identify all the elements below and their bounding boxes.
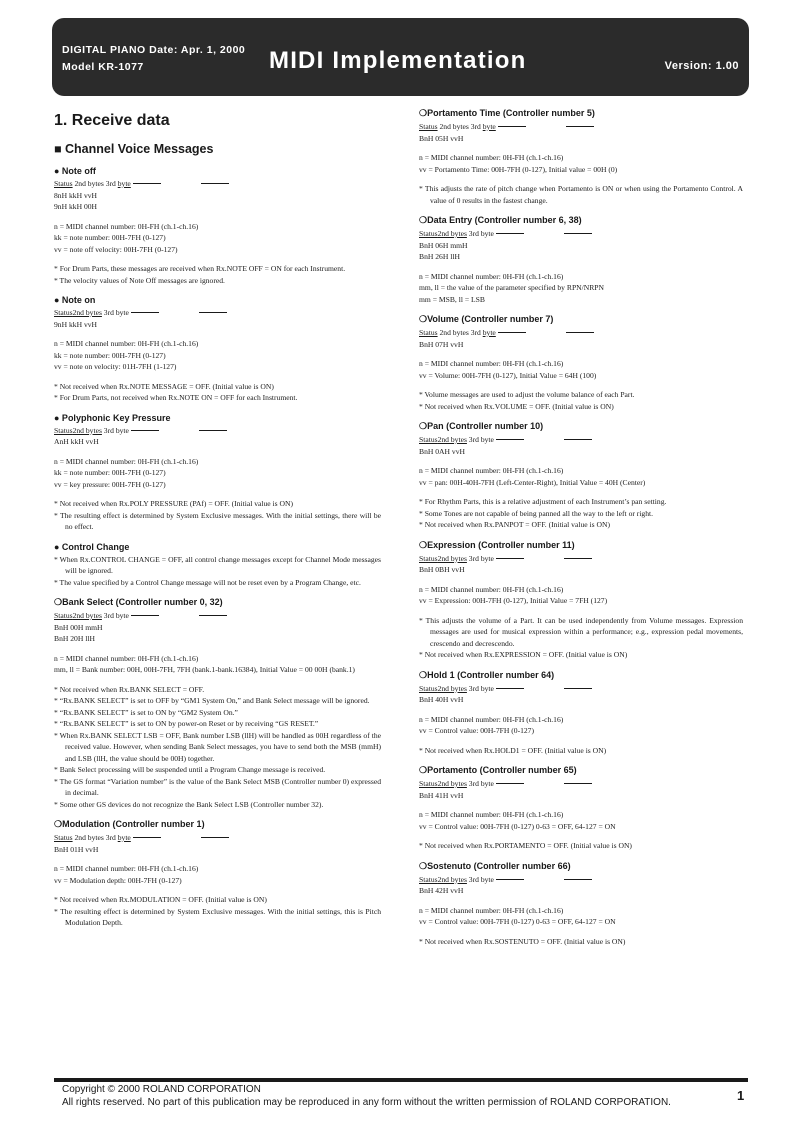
note-line: * Some Tones are not capable of being panned all the way to the left or right. — [419, 508, 654, 518]
header-product-date: DIGITAL PIANO Date: Apr. 1, 2000 — [62, 44, 246, 56]
status-rule — [566, 331, 594, 333]
status-rule — [496, 782, 524, 784]
note-line: * “Rx.BANK SELECT” is set to ON by “GM2 System On.” — [54, 707, 238, 717]
note-line: * This adjusts the volume of a Part. It can be used independently from Volume messages. Expression messages are used for musical expression within a performance; e.g., expression pedal movements, crescendo and decrescendo. — [419, 615, 743, 648]
status-rule — [498, 125, 526, 127]
note-line: * Not received when Rx.HOLD1 = OFF. (Initial value is ON) — [419, 745, 607, 755]
note-line: * “Rx.BANK SELECT” is set to OFF by “GM1 System On,” and Bank Select message will be ignored. — [54, 696, 370, 705]
status-header-row — [419, 228, 743, 240]
spacer — [419, 488, 743, 496]
section-volume — [419, 314, 743, 412]
note-line: * Not received when Rx.VOLUME = OFF. (Initial value is ON) — [419, 401, 614, 411]
message-bytes: BnH 20H llH — [54, 634, 95, 643]
status-label: Status — [54, 425, 73, 435]
message-bytes: BnH 41H vvH — [419, 790, 464, 800]
spacer — [54, 645, 381, 653]
section-note-off — [54, 166, 381, 286]
message-bytes: 8nH kkH vvH — [54, 190, 98, 200]
page-title: MIDI Implementation — [269, 47, 527, 74]
left-column — [54, 108, 381, 938]
status-byte-label: 3rd byte — [466, 683, 494, 693]
parameter-line: n = MIDI channel number: 0H-FH (ch.1-ch.16) — [419, 153, 564, 162]
parameter-line: n = MIDI channel number: 0H-FH (ch.1-ch.16) — [419, 359, 564, 368]
message-bytes: BnH 26H llH — [419, 252, 460, 261]
section-title: ❍Sostenuto (Controller number 66) — [419, 860, 571, 871]
spacer — [54, 855, 381, 863]
status-rule — [498, 331, 526, 333]
status-byte-label: 3rd byte — [466, 553, 494, 563]
status-header-row — [54, 425, 381, 437]
parameter-line: vv = Control value: 00H-7FH (0-127) — [419, 726, 535, 735]
note-line: * Volume messages are used to adjust the volume balance of each Part. — [419, 390, 635, 399]
spacer — [54, 330, 381, 338]
section-heading-receive-data: 1. Receive data — [54, 112, 170, 129]
status-rule — [496, 557, 524, 559]
message-bytes: 9nH kkH 00H — [54, 202, 98, 211]
status-rule — [199, 614, 227, 616]
note-line: * Not received when Rx.PANPOT = OFF. (Initial value is ON) — [419, 520, 610, 529]
note-line: * The value specified by a Control Change message will not be reset even by a Program Change, etc. — [54, 577, 361, 587]
section-title: ● Control Change — [54, 541, 130, 552]
parameter-line: n = MIDI channel number: 0H-FH (ch.1-ch.16) — [54, 653, 199, 663]
message-bytes: BnH 01H vvH — [54, 844, 99, 854]
status-byte-label: 3rd byte — [466, 435, 494, 444]
section-portamento — [419, 765, 743, 852]
status-label: Status — [54, 308, 73, 317]
section-title: ❍Data Entry (Controller number 6, 38) — [419, 215, 582, 225]
status-bytes-label: 2nd bytes — [437, 229, 467, 238]
parameter-line: vv = note on velocity: 01H-7FH (1-127) — [54, 362, 177, 371]
header-version: Version: 1.00 — [664, 60, 739, 72]
status-rule — [566, 125, 594, 127]
section-title: ❍Pan (Controller number 10) — [419, 421, 544, 431]
status-rule — [133, 836, 161, 838]
spacer — [419, 263, 743, 271]
status-rule — [564, 438, 592, 440]
section-pan — [419, 421, 743, 531]
status-bytes-label: 2nd bytes — [72, 308, 102, 317]
status-label: Status — [54, 833, 73, 842]
status-bytes-label: 2nd bytes 3rd — [437, 328, 483, 337]
status-rule — [496, 687, 524, 689]
footer-rights: All rights reserved. No part of this publication may be reproduced in any form without the written permission of ROLAND CORPORATION. — [62, 1097, 671, 1108]
message-bytes: BnH 00H mmH — [54, 622, 103, 632]
section-poly-key-pressure — [54, 413, 381, 533]
note-line: * Not received when Rx.PORTAMENTO = OFF. (Initial value is ON) — [419, 841, 632, 850]
status-label: Status — [419, 229, 438, 238]
section-title: ❍Modulation (Controller number 1) — [54, 819, 205, 829]
status-bytes-label: 2nd bytes — [72, 611, 102, 620]
status-rule — [199, 429, 227, 431]
spacer — [54, 213, 381, 221]
spacer — [419, 706, 743, 714]
parameter-line: vv = Control value: 00H-7FH (0-127) 0-63 = OFF, 64-127 = ON — [419, 821, 616, 831]
status-label: Status — [419, 435, 438, 444]
status-label: Status — [54, 179, 73, 188]
spacer — [54, 490, 381, 498]
status-byte-label: 3rd byte — [466, 779, 494, 788]
parameter-line: vv = Modulation depth: 00H-7FH (0-127) — [54, 875, 182, 885]
parameter-line: vv = Portamento Time: 00H-7FH (0-127), Initial value = 00H (0) — [419, 164, 618, 174]
page-header — [52, 18, 749, 96]
status-rule — [496, 232, 524, 234]
note-line: * Not received when Rx.MODULATION = OFF. (Initial value is ON) — [54, 895, 267, 904]
status-bytes-label: 2nd bytes 3rd — [72, 833, 118, 842]
section-modulation — [54, 819, 381, 929]
status-byte-label: 3rd byte — [466, 229, 494, 238]
note-line: * The resulting effect is determined by System Exclusive messages. With the initial settings, there will be no effect. — [54, 510, 381, 531]
parameter-line: n = MIDI channel number: 0H-FH (ch.1-ch.16) — [54, 456, 199, 466]
parameter-line: mm, ll = the value of the parameter specified by RPN/NRPN — [419, 283, 605, 292]
note-line: * For Drum Parts, these messages are received when Rx.NOTE OFF = ON for each Instrument. — [54, 264, 346, 273]
note-line: * Not received when Rx.NOTE MESSAGE = OFF. (Initial value is ON) — [54, 381, 274, 391]
parameter-line: vv = Expression: 00H-7FH (0-127), Initial Value = 7FH (127) — [419, 596, 608, 605]
status-bytes-label: 2nd bytes — [437, 874, 467, 884]
message-bytes: BnH 06H mmH — [419, 240, 468, 250]
note-line: * For Drum Parts, not received when Rx.NOTE ON = OFF for each Instrument. — [54, 393, 298, 402]
section-sostenuto — [419, 861, 743, 948]
spacer — [419, 457, 743, 465]
status-rule — [133, 182, 161, 184]
section-title: ❍Portamento Time (Controller number 5) — [419, 108, 595, 118]
status-bytes-label: 2nd bytes — [72, 425, 102, 435]
status-byte-label: byte — [117, 833, 131, 842]
parameter-line: kk = note number: 00H-7FH (0-127) — [54, 350, 166, 360]
status-label: Status — [419, 122, 438, 131]
note-line: * The resulting effect is determined by System Exclusive messages. With the initial settings, this is Pitch Modulation Depth. — [54, 906, 381, 927]
status-rule — [131, 429, 159, 431]
note-line: * “Rx.BANK SELECT” is set to ON by power-on Reset or by receiving “GS RESET.” — [54, 719, 319, 728]
status-label: Status — [419, 553, 438, 563]
message-bytes: BnH 05H vvH — [419, 133, 464, 143]
section-control-change — [54, 542, 381, 589]
spacer — [419, 175, 743, 183]
status-header-row — [54, 832, 381, 844]
message-bytes: BnH 0BH vvH — [419, 565, 465, 574]
message-bytes: BnH 40H vvH — [419, 695, 464, 704]
parameter-line: vv = Volume: 00H-7FH (0-127), Initial Value = 64H (100) — [419, 370, 597, 380]
section-note-on — [54, 295, 381, 404]
spacer — [54, 448, 381, 456]
status-header-row — [54, 307, 381, 319]
parameter-line: n = MIDI channel number: 0H-FH (ch.1-ch.16) — [54, 221, 199, 231]
parameter-line: n = MIDI channel number: 0H-FH (ch.1-ch.16) — [419, 584, 564, 594]
note-line: * This adjusts the rate of pitch change when Portamento is ON or when using the Portamento Control. A value of 0 results in the fastest change. — [419, 184, 743, 205]
parameter-line: n = MIDI channel number: 0H-FH (ch.1-ch.16) — [419, 905, 564, 915]
status-rule — [564, 687, 592, 689]
spacer — [419, 737, 743, 745]
section-title: ❍Expression (Controller number 11) — [419, 539, 575, 550]
status-byte-label: byte — [482, 122, 496, 131]
parameter-line: vv = note off velocity: 00H-7FH (0-127) — [54, 244, 178, 254]
status-header-row — [54, 610, 381, 622]
status-bytes-label: 2nd bytes — [437, 779, 467, 788]
note-line: * When Rx.CONTROL CHANGE = OFF, all control change messages except for Channel Mode messages will be ignored. — [54, 554, 381, 575]
parameter-line: n = MIDI channel number: 0H-FH (ch.1-ch.16) — [54, 864, 199, 873]
parameter-line: vv = key pressure: 00H-7FH (0-127) — [54, 479, 166, 489]
spacer — [54, 886, 381, 894]
section-title: ● Note on — [54, 295, 96, 305]
spacer — [419, 928, 743, 936]
subsection-heading-channel-voice: ■ Channel Voice Messages — [54, 142, 214, 156]
spacer — [54, 676, 381, 684]
status-bytes-label: 2nd bytes 3rd — [437, 122, 483, 131]
status-rule — [131, 614, 159, 616]
footer-rule — [54, 1078, 748, 1082]
section-title: ❍Bank Select (Controller number 0, 32) — [54, 597, 223, 607]
section-expression — [419, 540, 743, 661]
status-byte-label: 3rd byte — [101, 611, 129, 620]
status-label: Status — [419, 328, 438, 337]
status-header-row — [419, 121, 743, 133]
section-title: ❍Volume (Controller number 7) — [419, 314, 554, 324]
section-title: ● Note off — [54, 166, 96, 176]
header-meta — [62, 42, 245, 76]
parameter-line: n = MIDI channel number: 0H-FH (ch.1-ch.16) — [419, 810, 564, 819]
spacer — [419, 576, 743, 584]
note-line: * Not received when Rx.EXPRESSION = OFF. (Initial value is ON) — [419, 650, 628, 659]
note-line: * The velocity values of Note Off messages are ignored. — [54, 275, 225, 285]
note-line: * Not received when Rx.BANK SELECT = OFF. — [54, 684, 205, 694]
message-bytes: BnH 42H vvH — [419, 886, 464, 895]
note-line: * For Rhythm Parts, this is a relative adjustment of each Instrument’s pan setting. — [419, 497, 667, 506]
parameter-line: mm, ll = Bank number: 00H, 00H-7FH, 7FH (bank.1-bank.16384), Initial Value = 00 00H (bank.1) — [54, 665, 355, 674]
status-rule — [496, 878, 524, 880]
status-header-row — [419, 327, 743, 339]
spacer — [419, 801, 743, 809]
spacer — [54, 255, 381, 263]
status-byte-label: 3rd byte — [101, 425, 129, 435]
spacer — [419, 832, 743, 840]
parameter-line: n = MIDI channel number: 0H-FH (ch.1-ch.16) — [419, 714, 564, 724]
message-bytes: 9nH kkH vvH — [54, 319, 98, 329]
status-header-row — [419, 874, 743, 886]
header-model: Model KR-1077 — [62, 61, 144, 73]
section-portamento-time — [419, 108, 743, 206]
message-bytes: BnH 07H vvH — [419, 339, 464, 349]
parameter-line: kk = note number: 00H-7FH (0-127) — [54, 233, 166, 242]
spacer — [419, 144, 743, 152]
parameter-line: mm = MSB, ll = LSB — [419, 294, 485, 304]
section-title: ❍Hold 1 (Controller number 64) — [419, 669, 555, 680]
section-title: ● Polyphonic Key Pressure — [54, 412, 171, 423]
message-bytes: BnH 0AH vvH — [419, 446, 465, 456]
status-rule — [564, 557, 592, 559]
spacer — [419, 607, 743, 615]
parameter-line: vv = Control value: 00H-7FH (0-127) 0-63 = OFF, 64-127 = ON — [419, 917, 616, 926]
section-hold-1 — [419, 670, 743, 757]
status-rule — [199, 311, 227, 313]
status-bytes-label: 2nd bytes — [437, 553, 467, 563]
parameter-line: n = MIDI channel number: 0H-FH (ch.1-ch.16) — [419, 271, 564, 281]
spacer — [419, 350, 743, 358]
status-rule — [564, 232, 592, 234]
status-rule — [496, 438, 524, 440]
note-line: * The GS format “Variation number” is the value of the Bank Select MSB (Controller number 0) expressed in decimal. — [54, 776, 381, 797]
status-rule — [564, 782, 592, 784]
status-byte-label: byte — [117, 179, 131, 188]
status-rule — [201, 836, 229, 838]
section-data-entry — [419, 215, 743, 305]
status-rule — [131, 311, 159, 313]
right-column — [419, 108, 743, 956]
status-bytes-label: 2nd bytes 3rd — [72, 179, 118, 188]
status-rule — [564, 878, 592, 880]
section-title: ❍Portamento (Controller number 65) — [419, 765, 577, 775]
page-number: 1 — [737, 1088, 745, 1103]
status-label: Status — [419, 683, 438, 693]
spacer — [54, 373, 381, 381]
status-bytes-label: 2nd bytes — [437, 435, 467, 444]
status-header-row — [419, 553, 743, 565]
status-byte-label: 3rd byte — [101, 308, 129, 317]
spacer — [419, 381, 743, 389]
status-header-row — [419, 434, 743, 446]
status-header-row — [54, 178, 381, 190]
status-label: Status — [54, 611, 73, 620]
status-header-row — [419, 778, 743, 790]
status-label: Status — [419, 874, 438, 884]
parameter-line: vv = pan: 00H-40H-7FH (Left-Center-Right), Initial Value = 40H (Center) — [419, 477, 646, 487]
status-byte-label: 3rd byte — [466, 874, 494, 884]
note-line: * Not received when Rx.POLY PRESSURE (PAf) = OFF. (Initial value is ON) — [54, 499, 294, 508]
parameter-line: n = MIDI channel number: 0H-FH (ch.1-ch.16) — [419, 466, 564, 475]
message-bytes: AnH kkH vvH — [54, 437, 99, 446]
note-line: * Some other GS devices do not recognize the Bank Select LSB (Controller number 32). — [54, 799, 324, 809]
spacer — [419, 897, 743, 905]
parameter-line: n = MIDI channel number: 0H-FH (ch.1-ch.16) — [54, 339, 199, 348]
parameter-line: kk = note number: 00H-7FH (0-127) — [54, 468, 166, 477]
status-bytes-label: 2nd bytes — [437, 683, 467, 693]
footer-copyright: Copyright © 2000 ROLAND CORPORATION — [62, 1084, 261, 1095]
status-header-row — [419, 683, 743, 695]
status-label: Status — [419, 779, 438, 788]
note-line: * Not received when Rx.SOSTENUTO = OFF. (Initial value is ON) — [419, 936, 626, 946]
status-rule — [201, 182, 229, 184]
note-line: * When Rx.BANK SELECT LSB = OFF, Bank number LSB (llH) will be handled as 00H regardless of the received value. However, when sending Bank Select messages, you have to send both the MSB (mmH) and LSB (llH, the value should be 00H) together. — [54, 730, 381, 763]
note-line: * Bank Select processing will be suspended until a Program Change message is received. — [54, 765, 326, 774]
section-bank-select — [54, 597, 381, 810]
status-byte-label: byte — [482, 328, 496, 337]
